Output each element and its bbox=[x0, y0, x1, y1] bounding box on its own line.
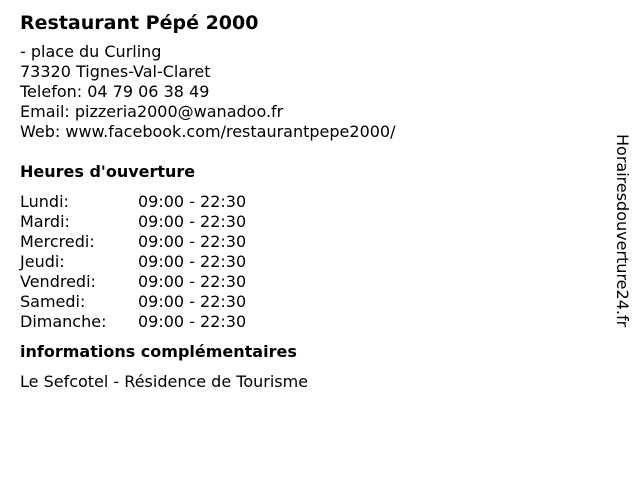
address-city: 73320 Tignes-Val-Claret bbox=[20, 62, 211, 81]
hours-row-monday bbox=[20, 192, 246, 212]
time-range: 09:00 - 22:30 bbox=[138, 232, 247, 251]
email-line: Email: pizzeria2000@wanadoo.fr bbox=[20, 102, 284, 121]
time-range: 09:00 - 22:30 bbox=[138, 312, 247, 331]
web-line: Web: www.facebook.com/restaurantpepe2000/ bbox=[20, 122, 396, 141]
hours-row-friday bbox=[20, 272, 246, 292]
hours-row-wednesday bbox=[20, 232, 246, 252]
additional-info-text: Le Sefcotel - Résidence de Tourisme bbox=[20, 372, 309, 391]
restaurant-card bbox=[20, 10, 600, 392]
time-range: 09:00 - 22:30 bbox=[138, 252, 247, 271]
opening-hours-table bbox=[20, 192, 246, 332]
day-label: Vendredi: bbox=[20, 272, 96, 291]
hours-row-tuesday bbox=[20, 212, 246, 232]
hours-row-sunday bbox=[20, 312, 246, 332]
time-range: 09:00 - 22:30 bbox=[138, 272, 247, 291]
hours-row-thursday bbox=[20, 252, 246, 272]
time-range: 09:00 - 22:30 bbox=[138, 192, 247, 211]
site-watermark: Horairesdouverture24.fr bbox=[613, 134, 632, 328]
restaurant-name: Restaurant Pépé 2000 bbox=[20, 12, 259, 34]
day-label: Jeudi: bbox=[20, 252, 65, 271]
opening-hours-heading: Heures d'ouverture bbox=[20, 162, 196, 181]
address-block bbox=[20, 42, 600, 142]
day-label: Lundi: bbox=[20, 192, 69, 211]
day-label: Mercredi: bbox=[20, 232, 95, 251]
time-range: 09:00 - 22:30 bbox=[138, 292, 247, 311]
additional-info-heading: informations complémentaires bbox=[20, 342, 297, 361]
day-label: Dimanche: bbox=[20, 312, 107, 331]
hours-row-saturday bbox=[20, 292, 246, 312]
day-label: Mardi: bbox=[20, 212, 70, 231]
time-range: 09:00 - 22:30 bbox=[138, 212, 247, 231]
phone-line: Telefon: 04 79 06 38 49 bbox=[20, 82, 210, 101]
address-street: - place du Curling bbox=[20, 42, 162, 61]
day-label: Samedi: bbox=[20, 292, 86, 311]
